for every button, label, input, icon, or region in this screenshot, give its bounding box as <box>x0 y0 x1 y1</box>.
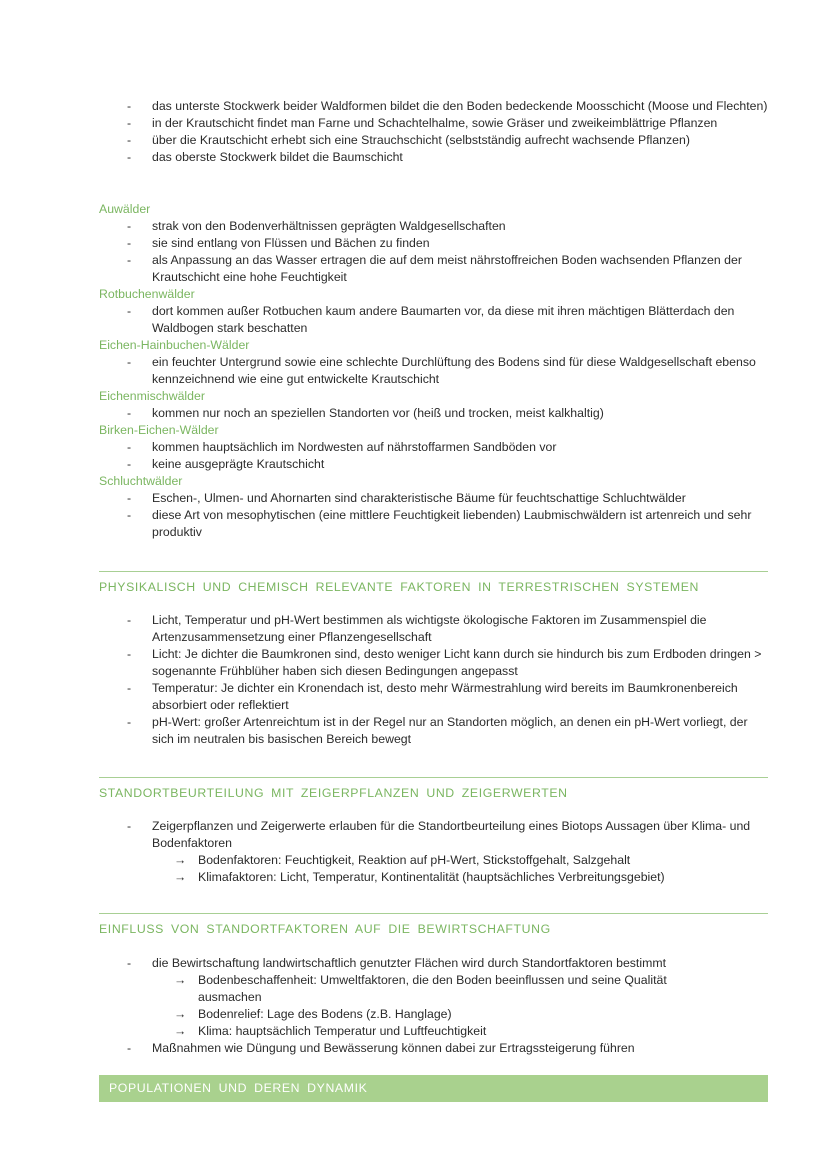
list-item: - über die Krautschicht erhebt sich eine Strauchschicht (selbstständig aufrecht wachsende Pflanzen) <box>127 133 690 147</box>
intro-list <box>0 98 828 166</box>
section2-list <box>0 818 828 852</box>
sub-item: → Klima: hauptsächlich Temperatur und Luftfeuchtigkeit <box>174 1024 487 1038</box>
list-item: - ein feuchter Untergrund sowie eine schlechte Durchlüftung des Bodens sind für diese Waldgesellschaft ebenso kennzeichnend wie eine gut entwickelte Krautschicht <box>127 355 756 386</box>
list-item: - keine ausgeprägte Krautschicht <box>127 457 325 471</box>
group-heading-birken-eichen-waelder: Birken-Eichen-Wälder <box>99 423 219 437</box>
forest-groups-block <box>0 201 828 541</box>
arrow-right-icon: → <box>174 1024 187 1038</box>
section-bar-populationen <box>99 1075 768 1102</box>
dash-bullet: - <box>127 99 132 113</box>
list-item: - Licht, Temperatur und pH-Wert bestimmen als wichtigste ökologische Faktoren im Zusammenspiel die Artenzusammensetzung einer Pflanzengesellschaft <box>127 613 707 644</box>
group-heading-eichenmischwaelder: Eichenmischwälder <box>99 389 205 403</box>
list-item: - das oberste Stockwerk bildet die Baumschicht <box>127 150 403 164</box>
section-heading-standortbeurteilung: STANDORTBEURTEILUNG MIT ZEIGERPFLANZEN UND ZEIGERWERTEN <box>99 786 568 800</box>
intro-list-block <box>0 98 828 166</box>
dash-bullet: - <box>127 253 132 267</box>
dash-bullet: - <box>127 715 132 729</box>
section-heading-populationen: POPULATIONEN UND DEREN DYNAMIK <box>109 1081 368 1095</box>
section3-list <box>0 955 828 972</box>
dash-bullet: - <box>127 1041 132 1055</box>
sub-item: → Bodenbeschaffenheit: Umweltfaktoren, die den Boden beeinflussen und seine Qualität ausmachen <box>174 973 667 1004</box>
group-list <box>0 354 828 388</box>
dash-bullet: - <box>127 116 132 130</box>
arrow-right-icon: → <box>174 853 187 867</box>
sub-item: → Klimafaktoren: Licht, Temperatur, Kontinentalität (hauptsächliches Verbreitungsgebiet) <box>174 870 665 884</box>
list-item: - diese Art von mesophytischen (eine mittlere Feuchtigkeit liebenden) Laubmischwäldern ist artenreich und sehr produktiv <box>127 508 752 539</box>
arrow-right-icon: → <box>174 1007 187 1021</box>
section3-list <box>0 1040 828 1057</box>
group-list <box>0 405 828 422</box>
dash-bullet: - <box>127 647 132 661</box>
dash-bullet: - <box>127 508 132 522</box>
list-item: - das unterste Stockwerk beider Waldformen bildet die den Boden bedeckende Moosschicht (Moose und Flechten) <box>127 99 768 113</box>
dash-bullet: - <box>127 406 132 420</box>
group-list <box>0 490 828 541</box>
dash-bullet: - <box>127 440 132 454</box>
group-heading-schluchtwaelder: Schluchtwälder <box>99 474 183 488</box>
list-item: - Zeigerpflanzen und Zeigerwerte erlauben für die Standortbeurteilung eines Biotops Aussagen über Klima- und Bodenfaktoren <box>127 819 751 850</box>
dash-bullet: - <box>127 956 132 970</box>
dash-bullet: - <box>127 819 132 833</box>
group-list <box>0 439 828 473</box>
section1-list-block <box>0 612 828 748</box>
dash-bullet: - <box>127 457 132 471</box>
list-item: - die Bewirtschaftung landwirtschaftlich genutzter Flächen wird durch Standortfaktoren bestimmt <box>127 956 666 970</box>
sub-item: → Bodenfaktoren: Feuchtigkeit, Reaktion auf pH-Wert, Stickstoffgehalt, Salzgehalt <box>174 853 631 867</box>
list-item: - Temperatur: Je dichter ein Kronendach ist, desto mehr Wärmestrahlung wird bereits im Baumkronenbereich absorbiert oder reflektiert <box>127 681 738 712</box>
group-list <box>0 303 828 337</box>
list-item: - Maßnahmen wie Düngung und Bewässerung können dabei zur Ertragssteigerung führen <box>127 1041 635 1055</box>
dash-bullet: - <box>127 681 132 695</box>
list-item: - in der Krautschicht findet man Farne und Schachtelhalme, sowie Gräser und zweikeimblättrige Pflanzen <box>127 116 718 130</box>
arrow-right-icon: → <box>174 973 187 987</box>
list-item: - dort kommen außer Rotbuchen kaum andere Baumarten vor, da diese mit ihren mächtigen Blätterdach den Waldbogen stark beschatten <box>127 304 735 335</box>
section1-list <box>0 612 828 748</box>
list-item: - kommen hauptsächlich im Nordwesten auf nährstoffarmen Sandböden vor <box>127 440 557 454</box>
section2-list-block <box>0 818 828 886</box>
list-item: - als Anpassung an das Wasser ertragen die auf dem meist nährstoffreichen Boden wachsenden Pflanzen der Krautschicht eine hohe Feuchtigkeit <box>127 253 742 284</box>
list-item: - strak von den Bodenverhältnissen geprägten Waldgesellschaften <box>127 219 506 233</box>
sub-item: → Bodenrelief: Lage des Bodens (z.B. Hanglage) <box>174 1007 452 1021</box>
dash-bullet: - <box>127 150 132 164</box>
section-heading-faktoren: PHYSIKALISCH UND CHEMISCH RELEVANTE FAKTOREN IN TERRESTRISCHEN SYSTEMEN <box>99 580 699 594</box>
group-heading-auwaelder: Auwälder <box>99 202 151 216</box>
list-item: - Licht: Je dichter die Baumkronen sind, desto weniger Licht kann durch sie hindurch bis zum Erdboden dringen > sogenannte Frühblüher haben sich diesen Bedingungen angepasst <box>127 647 762 678</box>
list-item: - Eschen-, Ulmen- und Ahornarten sind charakteristische Bäume für feuchtschattige Schluchtwälder <box>127 491 686 505</box>
dash-bullet: - <box>127 133 132 147</box>
group-list <box>0 218 828 286</box>
group-heading-rotbuchenwaelder: Rotbuchenwälder <box>99 287 195 301</box>
arrow-right-icon: → <box>174 870 187 884</box>
list-item: - pH-Wert: großer Artenreichtum ist in der Regel nur an Standorten möglich, an denen ein pH-Wert vorliegt, der sich im neutralen bis basischen Bereich bewegt <box>127 715 748 746</box>
dash-bullet: - <box>127 355 132 369</box>
section-divider <box>99 571 768 572</box>
group-heading-eichen-hainbuchen-waelder: Eichen-Hainbuchen-Wälder <box>99 338 250 352</box>
section-heading-bewirtschaftung: EINFLUSS VON STANDORTFAKTOREN AUF DIE BEWIRTSCHAFTUNG <box>99 922 551 936</box>
dash-bullet: - <box>127 304 132 318</box>
list-item: - sie sind entlang von Flüssen und Bächen zu finden <box>127 236 430 250</box>
dash-bullet: - <box>127 491 132 505</box>
section3-list-block <box>0 955 828 1057</box>
section-divider <box>99 777 768 778</box>
dash-bullet: - <box>127 613 132 627</box>
dash-bullet: - <box>127 236 132 250</box>
list-item: - kommen nur noch an speziellen Standorten vor (heiß und trocken, meist kalkhaltig) <box>127 406 604 420</box>
section-divider <box>99 913 768 914</box>
dash-bullet: - <box>127 219 132 233</box>
